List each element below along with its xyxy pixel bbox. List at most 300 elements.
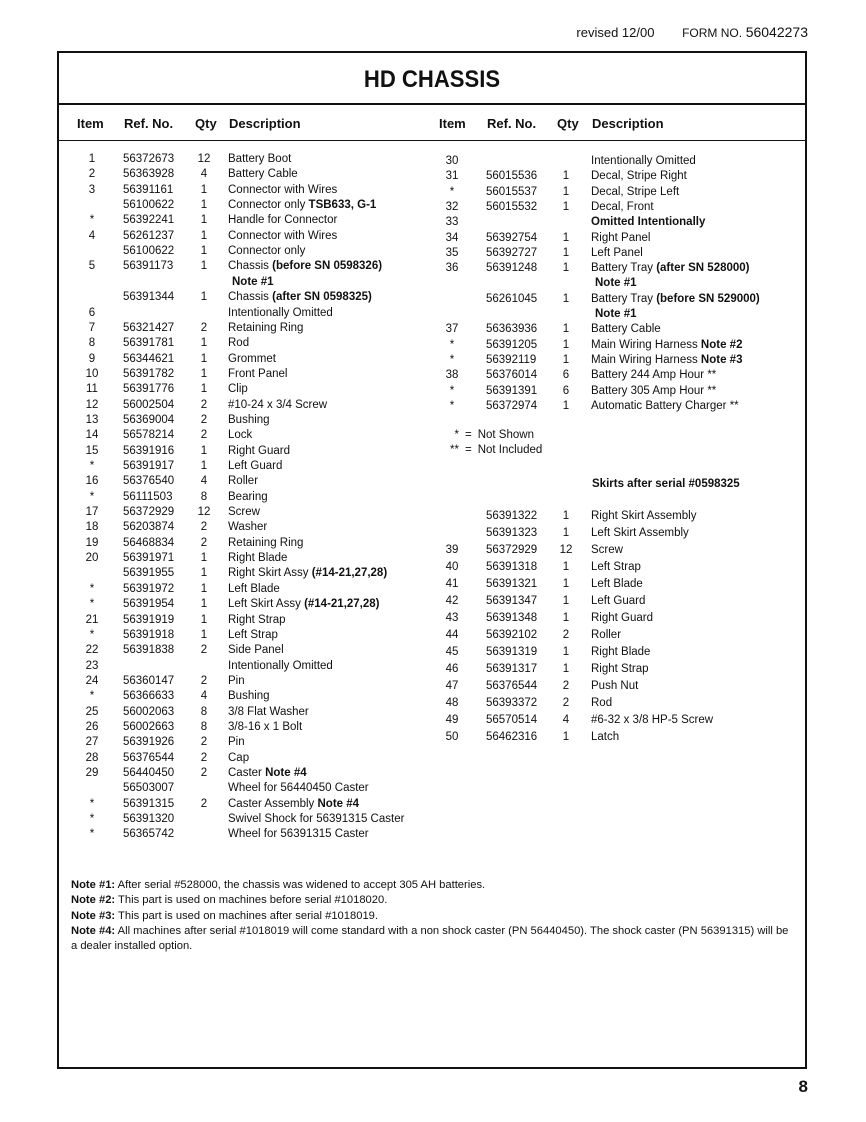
- description: [228, 459, 282, 474]
- description-text: Grommet: [228, 352, 276, 365]
- parts-row: [59, 543, 799, 558]
- description-bold: (before SN 0598326): [272, 260, 383, 273]
- description-text: #10-24 x 3/4 Screw: [228, 398, 328, 411]
- ref-number: 56392102: [486, 629, 538, 641]
- quantity: 1: [562, 612, 570, 624]
- parts-row: [59, 459, 799, 474]
- description-bold: TSB633, G-1: [308, 199, 377, 212]
- ref-number: 56363928: [123, 168, 175, 181]
- description-text: Left Skirt Assembly: [591, 527, 689, 539]
- description-text: Bearing: [228, 490, 268, 503]
- quantity: 1: [200, 613, 208, 626]
- description-text: Right Guard: [591, 612, 654, 624]
- item-number: 28: [85, 751, 99, 764]
- quantity: 1: [200, 383, 208, 396]
- description-text: Rod: [591, 697, 613, 709]
- ref-number: 56462316: [486, 731, 538, 743]
- parts-row: [59, 368, 799, 383]
- ref-number: 56366633: [123, 690, 175, 703]
- item-number: 1: [88, 153, 96, 165]
- parts-row: [59, 338, 799, 353]
- note-label: Note #1:: [71, 879, 116, 891]
- description-text: Screw: [591, 544, 623, 556]
- quantity: 1: [200, 229, 208, 242]
- description-text: Roller: [228, 475, 259, 488]
- description: [591, 594, 645, 609]
- ref-number: 56392754: [486, 231, 538, 244]
- description-bold: Note #3: [700, 353, 743, 366]
- parts-row: [59, 766, 799, 781]
- ref-number: 56015532: [486, 200, 538, 213]
- description-text: Roller: [591, 629, 622, 641]
- item-number: *: [449, 399, 455, 412]
- description: [228, 781, 369, 796]
- item-number: 15: [85, 444, 99, 457]
- quantity: 1: [200, 183, 208, 196]
- description: [228, 827, 369, 842]
- ref-number: 56391323: [486, 527, 538, 539]
- item-number: 21: [85, 613, 99, 626]
- quantity: 1: [562, 338, 570, 351]
- description-text: Clip: [228, 383, 248, 396]
- description-text: Cap: [228, 751, 250, 764]
- parts-row: [59, 713, 799, 728]
- quantity: 2: [200, 413, 208, 426]
- quantity: 1: [562, 731, 570, 743]
- description-text: Left Skirt Assy: [228, 598, 305, 611]
- description-text: Caster: [228, 767, 266, 779]
- ref-number: 56372974: [486, 399, 538, 412]
- description-text: Right Skirt Assy: [228, 567, 312, 580]
- description: [591, 696, 612, 711]
- description-text: Battery Cable: [228, 168, 298, 181]
- quantity: 12: [197, 153, 211, 165]
- item-number: 3: [88, 183, 96, 196]
- ref-number: 56100622: [123, 199, 175, 212]
- legend-text: Not Shown: [477, 429, 534, 441]
- ref-number: 56391348: [486, 612, 538, 624]
- note-label: Note #4:: [71, 924, 116, 937]
- col-header-desc-left: Description: [229, 116, 301, 131]
- ref-number: 56391319: [486, 646, 538, 658]
- quantity: 1: [200, 291, 208, 304]
- description: [591, 246, 643, 261]
- page-title: HD CHASSIS: [363, 66, 501, 93]
- description-text: Intentionally Omitted: [228, 659, 333, 672]
- description-text: Bushing: [228, 690, 270, 703]
- description: [591, 185, 679, 200]
- col-header-ref-right: Ref. No.: [487, 116, 537, 131]
- quantity: 1: [562, 200, 570, 213]
- item-number: 27: [85, 736, 99, 749]
- item-number: 5: [88, 260, 96, 273]
- item-number: 49: [445, 714, 459, 726]
- quantity: 12: [197, 506, 211, 519]
- item-number: *: [89, 828, 95, 841]
- item-number: *: [89, 797, 95, 810]
- ref-number: 56372673: [123, 153, 175, 165]
- quantity: 1: [562, 170, 570, 183]
- quantity: 1: [562, 246, 570, 259]
- legend-row: [445, 429, 534, 441]
- description: [228, 812, 404, 827]
- description: [591, 399, 739, 414]
- description: [591, 526, 689, 541]
- description-text: Connector only: [228, 199, 309, 212]
- description-text: Wheel for 56391315 Caster: [228, 828, 369, 841]
- description: [591, 231, 650, 246]
- quantity: 1: [200, 245, 208, 258]
- item-number: 20: [85, 552, 99, 565]
- quantity: 4: [200, 168, 208, 181]
- ref-number: 56002063: [123, 705, 175, 718]
- description-bold: Note #1: [595, 277, 637, 290]
- parts-row: [59, 231, 799, 246]
- ref-number: 56100622: [123, 245, 175, 258]
- ref-number: 56376544: [486, 680, 538, 692]
- item-number: 10: [85, 367, 99, 380]
- ref-number: 56391315: [123, 797, 175, 810]
- description: [228, 428, 252, 443]
- quantity: 1: [562, 353, 570, 366]
- item-number: 44: [445, 629, 459, 641]
- description-text: Rod: [228, 337, 250, 350]
- parts-row: [59, 827, 799, 842]
- quantity: 8: [200, 720, 208, 733]
- ref-number: 56376014: [486, 369, 538, 382]
- quantity: 1: [562, 262, 570, 275]
- description: [591, 169, 687, 184]
- description: [591, 730, 619, 745]
- ref-number: 56391954: [123, 598, 175, 611]
- quantity: 12: [559, 544, 573, 556]
- description-bold: Note #4: [265, 767, 307, 779]
- description-text: Right Panel: [591, 231, 651, 244]
- description-text: Battery Tray: [591, 292, 657, 305]
- description-text: Connector with Wires: [228, 183, 338, 196]
- quantity: 1: [200, 460, 208, 472]
- description: [591, 338, 742, 353]
- item-number: 8: [88, 337, 96, 350]
- description: [591, 353, 742, 368]
- parts-row: [59, 384, 799, 399]
- ref-number: 56321427: [123, 321, 175, 334]
- parts-row: [59, 399, 799, 414]
- description-text: Screw: [228, 506, 260, 519]
- ref-number: 56391955: [123, 567, 175, 580]
- ref-number: 56391320: [123, 813, 175, 826]
- ref-number: 56391838: [123, 644, 175, 657]
- item-number: 34: [445, 231, 459, 244]
- ref-number: 56393372: [486, 697, 538, 709]
- description: [591, 577, 643, 592]
- description: [228, 797, 359, 812]
- description-text: Battery 305 Amp Hour **: [591, 384, 717, 397]
- note: [71, 909, 795, 924]
- parts-row: [59, 751, 799, 766]
- legend-row: [445, 444, 542, 456]
- parts-row: [59, 594, 799, 609]
- ref-number: 56372929: [486, 544, 538, 556]
- parts-row: [59, 611, 799, 626]
- ref-number: 56391781: [123, 337, 175, 350]
- ref-number: 56391918: [123, 628, 175, 641]
- quantity: 1: [562, 231, 570, 244]
- description-text: Right Blade: [591, 646, 651, 658]
- description: [591, 292, 760, 307]
- parts-row: [59, 261, 799, 276]
- description: [228, 490, 268, 505]
- quantity: 4: [200, 690, 208, 703]
- parts-row: [59, 490, 799, 505]
- parts-row: [59, 696, 799, 711]
- item-number: 25: [85, 705, 99, 718]
- description-text: Side Panel: [228, 644, 284, 657]
- note-text: All machines after serial #1018019 will come standard with a non shock caster (PN 56440450). The shock caster (PN 56391315) will be a dealer installed option.: [71, 924, 789, 953]
- item-number: 33: [445, 216, 459, 229]
- quantity: 1: [562, 578, 570, 590]
- description: [228, 413, 270, 428]
- item-number: *: [89, 813, 95, 826]
- item-number: *: [449, 338, 455, 351]
- quantity: 2: [200, 398, 208, 411]
- ref-number: 56015537: [486, 185, 538, 198]
- description: [228, 474, 258, 489]
- ref-number: 56391972: [123, 582, 175, 595]
- description: [591, 628, 621, 643]
- description-bold: (after SN 0598325): [272, 291, 372, 304]
- header-divider: [59, 140, 805, 141]
- description-text: Chassis: [228, 260, 273, 273]
- description: [591, 368, 716, 383]
- parts-row: [59, 560, 799, 575]
- item-number: 30: [445, 155, 459, 167]
- item-number: 23: [85, 659, 99, 672]
- note: [71, 878, 795, 893]
- quantity: 1: [562, 595, 570, 607]
- description: [591, 543, 623, 558]
- parts-row: [59, 509, 799, 524]
- description-text: Handle for Connector: [228, 214, 338, 227]
- ref-number: 56391161: [123, 183, 174, 196]
- description-text: Main Wiring Harness: [591, 338, 701, 351]
- description-text: #6-32 x 3/8 HP-5 Screw: [591, 714, 714, 726]
- ref-number: 56391322: [486, 510, 538, 522]
- ref-number: 56261237: [123, 229, 175, 242]
- quantity: 1: [200, 628, 208, 641]
- description-text: Latch: [591, 731, 620, 743]
- col-header-item-right: Item: [439, 116, 466, 131]
- item-number: 26: [85, 720, 99, 733]
- item-number: *: [89, 460, 95, 472]
- description-text: Connector only: [228, 245, 306, 258]
- note-text: This part is used on machines after serial #1018019.: [115, 909, 378, 922]
- description-text: Retaining Ring: [228, 321, 304, 334]
- parts-row: [59, 797, 799, 812]
- description: [595, 276, 637, 291]
- ref-number: 56391919: [123, 613, 175, 626]
- item-number: *: [449, 384, 455, 397]
- quantity: 2: [200, 736, 208, 749]
- ref-number: 56391344: [123, 291, 175, 304]
- quantity: 2: [200, 429, 208, 442]
- description-text: Left Guard: [228, 460, 283, 472]
- item-number: 24: [85, 674, 99, 687]
- description-text: Pin: [228, 736, 245, 749]
- description-text: Automatic Battery Charger **: [591, 399, 739, 412]
- description: [591, 154, 696, 169]
- item-number: 29: [85, 767, 99, 779]
- description: [591, 679, 638, 694]
- quantity: 4: [562, 714, 570, 726]
- item-number: *: [449, 353, 455, 366]
- parts-row: [59, 645, 799, 660]
- description-text: Connector with Wires: [228, 229, 338, 242]
- legend-symbol: **: [450, 444, 459, 456]
- description-text: Pin: [228, 674, 245, 687]
- title-divider: [59, 103, 805, 105]
- ref-number: 56391776: [123, 383, 175, 396]
- parts-row: [59, 322, 799, 337]
- note-text: This part is used on machines before serial #1018020.: [115, 894, 388, 907]
- description-bold: Note #1: [232, 275, 274, 288]
- description-text: Left Panel: [591, 246, 643, 259]
- ref-number: 56392727: [486, 246, 538, 259]
- item-number: 42: [445, 595, 459, 607]
- parts-list-frame: [57, 51, 807, 1069]
- description: [591, 560, 641, 575]
- quantity: 1: [562, 646, 570, 658]
- description-text: Left Strap: [228, 628, 278, 641]
- quantity: 1: [200, 260, 208, 273]
- item-number: 17: [85, 506, 99, 519]
- ref-number: 56468834: [123, 536, 175, 549]
- item-number: *: [89, 628, 95, 641]
- description: [228, 751, 249, 766]
- note-label: Note #2:: [71, 894, 116, 907]
- description-text: Battery 244 Amp Hour **: [591, 369, 717, 382]
- description-text: Right Strap: [228, 613, 286, 626]
- ref-number: 56440450: [123, 767, 175, 779]
- description: [591, 645, 650, 660]
- ref-number: 56369004: [123, 413, 175, 426]
- description-bold: (before SN 529000): [656, 292, 760, 305]
- item-number: 41: [445, 578, 459, 590]
- quantity: 2: [200, 751, 208, 764]
- form-number: 56042273: [745, 24, 808, 40]
- item-number: 14: [85, 429, 99, 442]
- item-number: 19: [85, 536, 99, 549]
- item-number: 32: [445, 200, 459, 213]
- quantity: 1: [562, 185, 570, 198]
- item-number: 50: [445, 731, 459, 743]
- quantity: 2: [200, 321, 208, 334]
- ref-number: 56391173: [123, 260, 174, 273]
- col-header-item-left: Item: [77, 116, 104, 131]
- skirts-heading: Skirts after serial #0598325: [592, 478, 740, 490]
- note: [71, 893, 795, 908]
- description-text: Decal, Stripe Right: [591, 170, 687, 183]
- parts-row: [59, 200, 799, 215]
- form-header: [576, 24, 808, 40]
- ref-number: 56391971: [123, 552, 175, 565]
- note-label: Note #3:: [71, 909, 116, 922]
- description: [228, 766, 307, 781]
- description-bold: Omitted Intentionally: [591, 216, 706, 229]
- description-text: Right Strap: [591, 663, 649, 675]
- item-number: 2: [88, 168, 96, 181]
- description-text: Retaining Ring: [228, 536, 304, 549]
- ref-number: 56360147: [123, 674, 175, 687]
- quantity: 2: [200, 536, 208, 549]
- parts-row: [59, 526, 799, 541]
- notes-section: [71, 878, 795, 954]
- description-text: 3/8 Flat Washer: [228, 705, 309, 718]
- parts-row: [59, 215, 799, 230]
- col-header-desc-right: Description: [592, 116, 664, 131]
- item-number: *: [89, 582, 95, 595]
- quantity: 1: [200, 352, 208, 365]
- quantity: 2: [200, 767, 208, 779]
- ref-number: 56261045: [486, 292, 538, 305]
- quantity: 1: [562, 399, 570, 412]
- description: [591, 509, 696, 524]
- item-number: 4: [88, 229, 96, 242]
- quantity: 2: [200, 797, 208, 810]
- legend-equals: =: [465, 444, 472, 456]
- description-text: Left Guard: [591, 595, 646, 607]
- item-number: 9: [88, 352, 96, 365]
- parts-row: [59, 730, 799, 745]
- description-text: Battery Boot: [228, 153, 292, 165]
- description-bold: (after SN 528000): [656, 262, 750, 275]
- description: [595, 307, 637, 322]
- quantity: 6: [562, 384, 570, 397]
- parts-row: [59, 276, 799, 291]
- item-number: 11: [86, 383, 98, 396]
- ref-number: 56015536: [486, 170, 538, 183]
- quantity: 1: [562, 510, 570, 522]
- item-number: *: [89, 690, 95, 703]
- quantity: 6: [562, 369, 570, 382]
- description-text: Caster Assembly: [228, 797, 318, 810]
- col-header-ref-left: Ref. No.: [124, 116, 174, 131]
- ref-number: 56391321: [486, 578, 538, 590]
- item-number: *: [89, 490, 95, 503]
- item-number: 47: [445, 680, 459, 692]
- parts-row: [59, 185, 799, 200]
- form-label: FORM NO.: [682, 26, 743, 40]
- item-number: 38: [445, 369, 459, 382]
- parts-row: [59, 577, 799, 592]
- item-number: 7: [88, 321, 96, 334]
- parts-row: [59, 444, 799, 459]
- parts-row: [59, 292, 799, 307]
- ref-number: 56372929: [123, 506, 175, 519]
- quantity: 1: [200, 367, 208, 380]
- quantity: 2: [562, 680, 570, 692]
- ref-number: 56344621: [123, 352, 175, 365]
- item-number: *: [89, 214, 95, 227]
- description: [591, 322, 661, 337]
- quantity: 1: [200, 567, 208, 580]
- quantity: 1: [562, 663, 570, 675]
- description-text: Main Wiring Harness: [591, 353, 701, 366]
- revision-date: revised 12/00: [576, 25, 655, 40]
- description-bold: Note #1: [595, 308, 637, 320]
- description-bold: Note #4: [317, 797, 360, 810]
- description-text: Intentionally Omitted: [228, 306, 333, 319]
